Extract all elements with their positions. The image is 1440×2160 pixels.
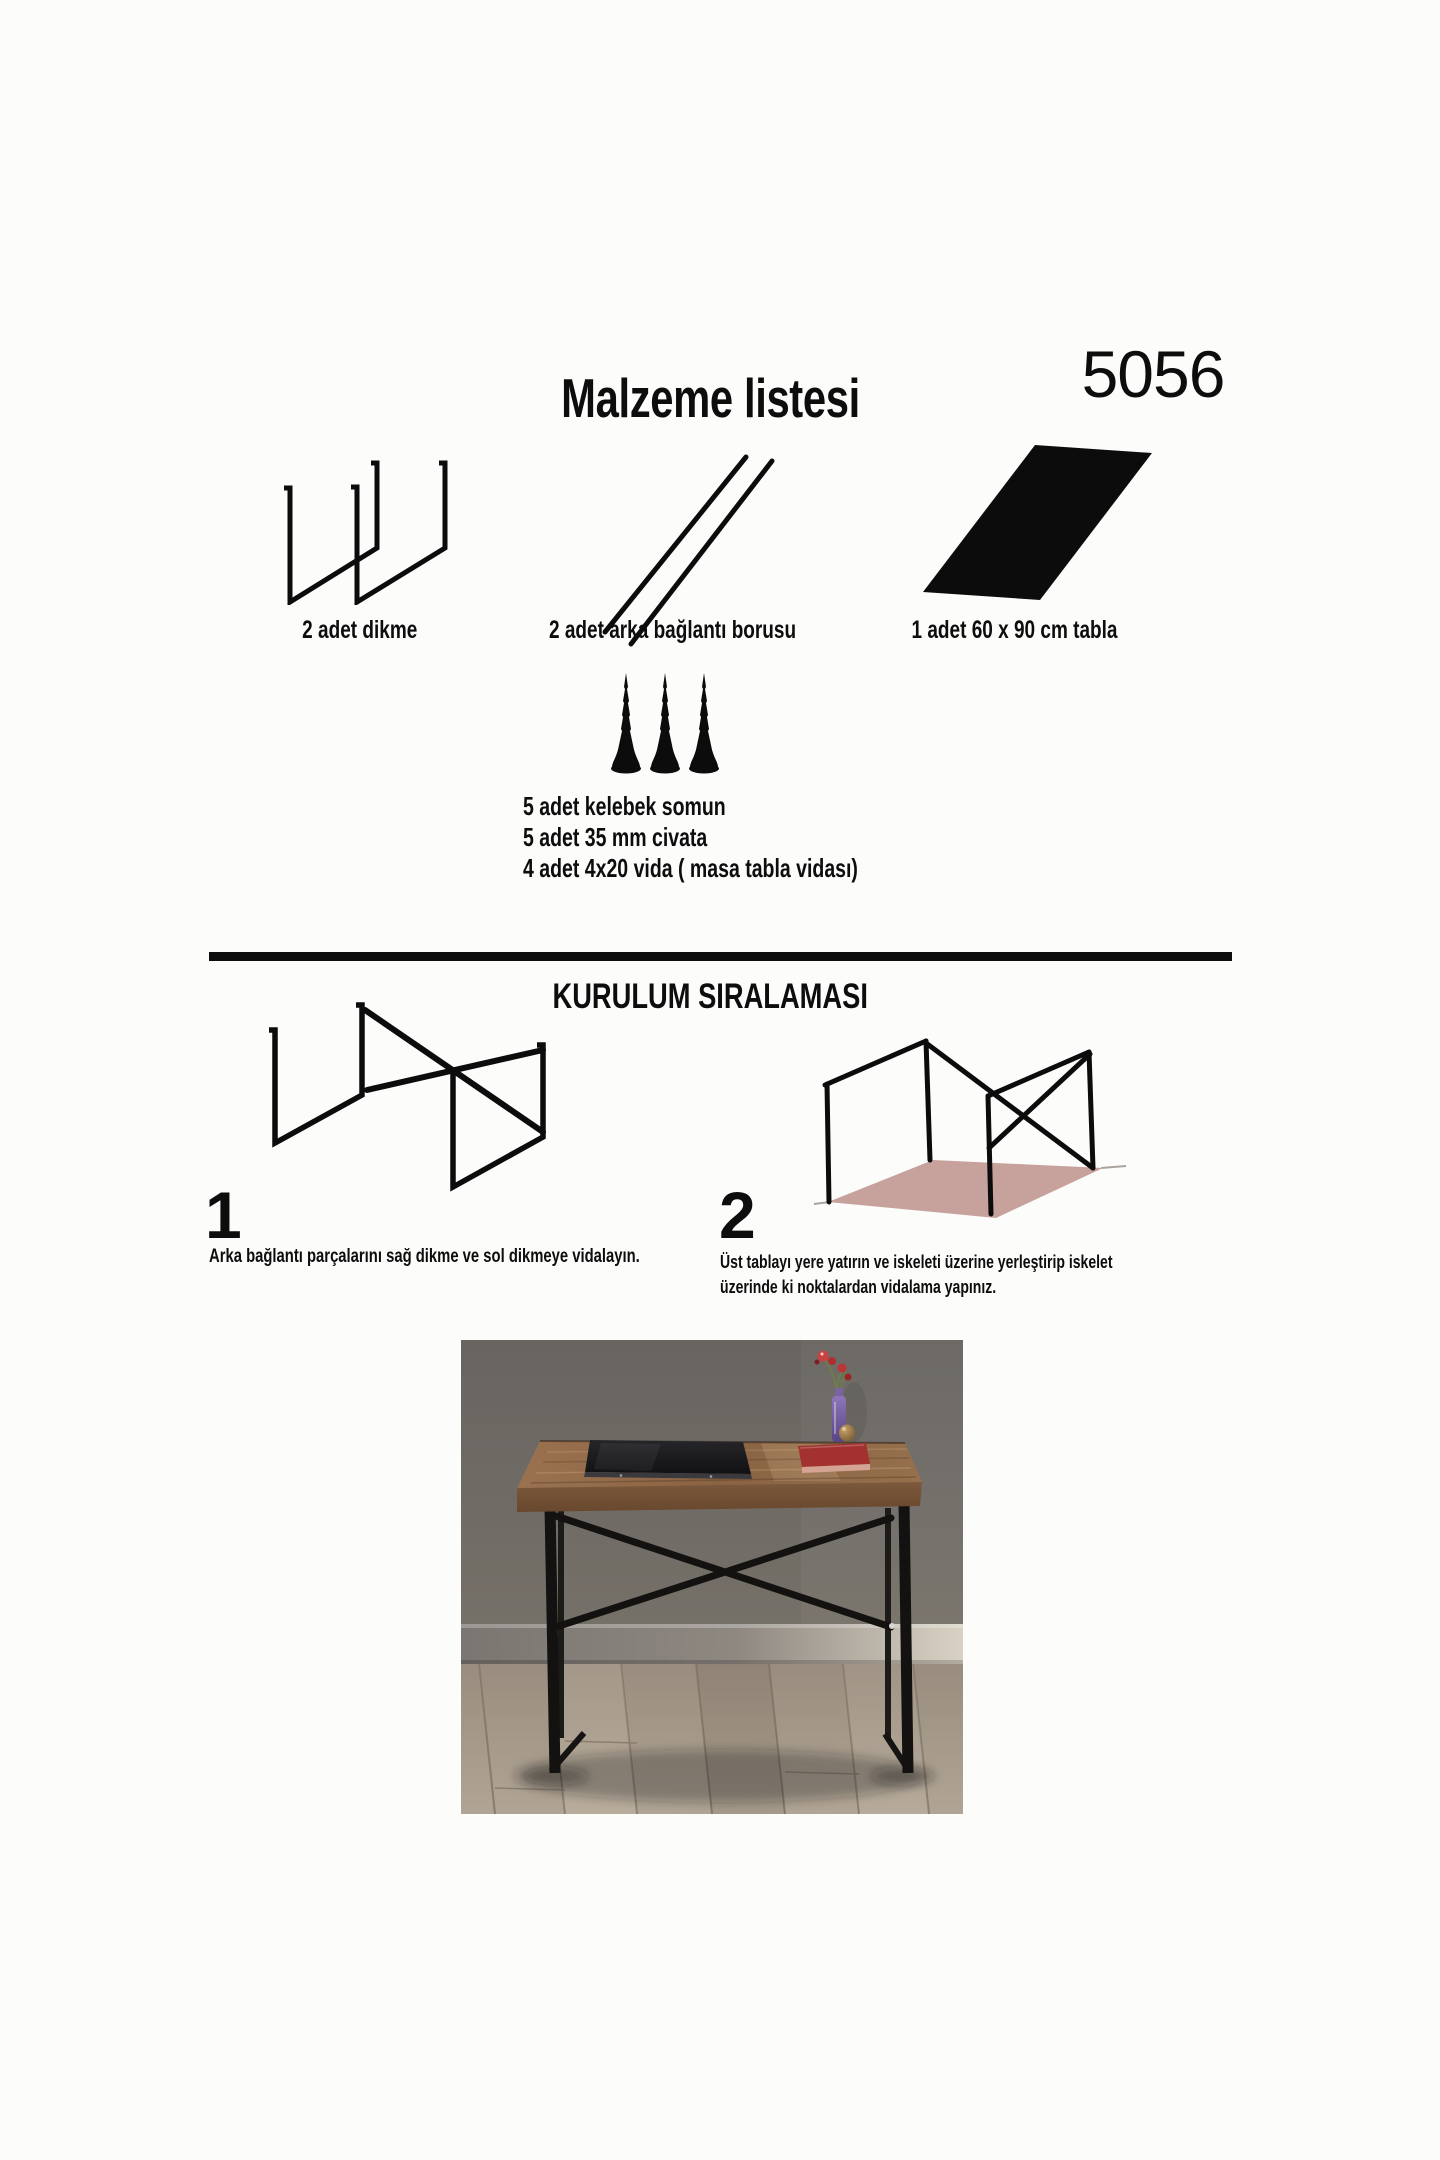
part-label-uprights: 2 adet dikme xyxy=(302,616,418,644)
hardware-line: 5 adet kelebek somun xyxy=(523,791,726,821)
hardware-list xyxy=(523,791,970,884)
step2-number: 2 xyxy=(719,1178,756,1252)
tabletop-panel-drawing-icon xyxy=(900,435,1170,610)
part-label-back-pipes: 2 adet arka bağlantı borusu xyxy=(549,616,797,644)
uprights-drawing-icon xyxy=(255,455,455,605)
assembled-desk-photo xyxy=(461,1340,963,1814)
desk-front-leg xyxy=(550,1506,555,1773)
step1-caption: Arka bağlantı parçalarını sağ dikme ve sol dikmeye vidalayın. xyxy=(209,1246,640,1267)
part-label-tabletop: 1 adet 60 x 90 cm tabla xyxy=(911,616,1117,644)
hardware-line: 5 adet 35 mm civata xyxy=(523,822,708,852)
page-title xyxy=(460,366,960,430)
step1-number: 1 xyxy=(205,1178,242,1252)
assembly-heading: KURULUM SIRALAMASI xyxy=(552,977,868,1016)
hardware-line: 4 adet 4x20 vida ( masa tabla vidası) xyxy=(523,853,858,883)
brace-screw xyxy=(889,1623,895,1629)
page-title-text: Malzeme listesi xyxy=(560,367,860,429)
model-number: 5056 xyxy=(1081,337,1225,411)
screws-drawing-icon xyxy=(600,665,730,781)
section-divider xyxy=(209,952,1232,961)
gold-ornament xyxy=(839,1425,855,1442)
step2-tabletop-diagram xyxy=(810,1025,1130,1225)
step1-frame-diagram xyxy=(195,1000,585,1220)
step2-caption: Üst tablayı yere yatırın ve iskeleti üzerine yerleştirip iskelet üzerinde ki noktalardan vidalama yapınız. xyxy=(720,1252,1113,1297)
desk-front-leg xyxy=(904,1502,908,1773)
